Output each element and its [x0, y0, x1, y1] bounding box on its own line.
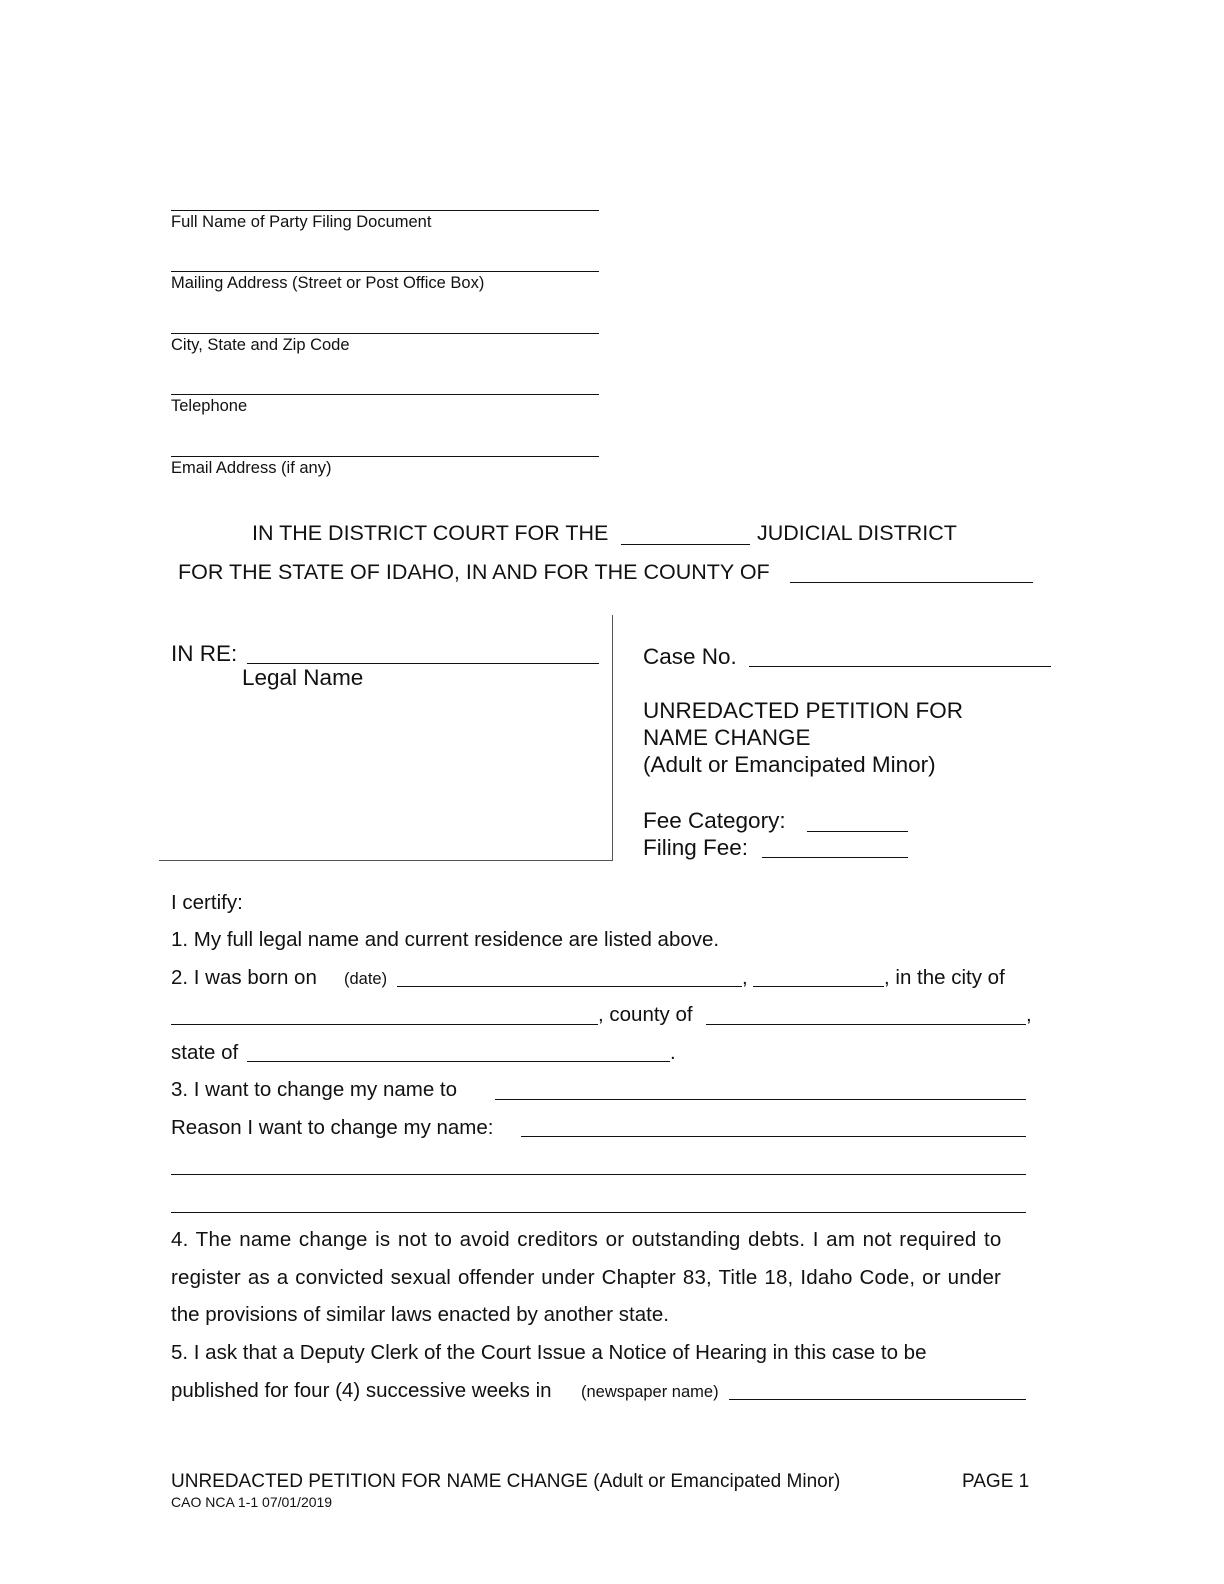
telephone-line[interactable] — [171, 394, 599, 395]
city-state-zip-label: City, State and Zip Code — [171, 336, 350, 354]
newspaper-field[interactable] — [729, 1399, 1026, 1400]
birth-year-field[interactable] — [753, 986, 884, 987]
mailing-address-line[interactable] — [171, 271, 599, 272]
fee-category-field[interactable] — [807, 831, 908, 832]
telephone-label: Telephone — [171, 397, 248, 415]
birth-county-field[interactable] — [706, 1024, 1026, 1025]
footer-title: UNREDACTED PETITION FOR NAME CHANGE (Adult or Emancipated Minor) — [171, 1471, 841, 1492]
reason-field-line-3[interactable] — [171, 1212, 1026, 1213]
court-line1-b: JUDICIAL DISTRICT — [757, 521, 957, 545]
birth-state-field[interactable] — [247, 1061, 670, 1062]
reason-field-line-2[interactable] — [171, 1174, 1026, 1175]
filing-fee-field[interactable] — [762, 857, 908, 858]
item-1: 1. My full legal name and current residence are listed above. — [171, 928, 720, 951]
item-4-line1: 4. The name change is not to avoid creditors or outstanding debts. I am not required to — [171, 1228, 1002, 1251]
birth-date-field[interactable] — [397, 986, 742, 987]
state-period: . — [670, 1041, 676, 1064]
legal-name-label: Legal Name — [242, 665, 364, 690]
new-name-field[interactable] — [495, 1099, 1026, 1100]
birth-city-field[interactable] — [171, 1024, 598, 1025]
item-4-line2: register as a convicted sexual offender under Chapter 83, Title 18, Idaho Code, or under — [171, 1266, 1002, 1289]
fee-category-label: Fee Category: — [643, 808, 786, 833]
petition-title-line1: UNREDACTED PETITION FOR — [643, 698, 964, 723]
item-5-line1: 5. I ask that a Deputy Clerk of the Court Issue a Notice of Hearing in this case to be — [171, 1341, 927, 1364]
city-state-zip-line[interactable] — [171, 333, 599, 334]
county-of-label: , county of — [598, 1003, 693, 1026]
footer-page: PAGE 1 — [962, 1471, 1030, 1492]
email-line[interactable] — [171, 456, 599, 457]
caption-divider-horizontal — [159, 860, 613, 861]
petition-title-line3: (Adult or Emancipated Minor) — [643, 752, 936, 777]
filing-fee-label: Filing Fee: — [643, 835, 749, 860]
legal-name-field[interactable] — [247, 663, 599, 664]
full-name-line[interactable] — [171, 210, 599, 211]
court-line2-a: FOR THE STATE OF IDAHO, IN AND FOR THE COUNTY OF — [178, 560, 770, 584]
caption-divider-vertical — [612, 615, 613, 861]
case-no-field[interactable] — [749, 666, 1051, 667]
footer-form-code: CAO NCA 1-1 07/01/2019 — [171, 1494, 333, 1510]
reason-label: Reason I want to change my name: — [171, 1116, 494, 1139]
petition-title-line2: NAME CHANGE — [643, 725, 811, 750]
item-5-line2: published for four (4) successive weeks in — [171, 1379, 552, 1402]
state-of-label: state of — [171, 1041, 239, 1064]
reason-field[interactable] — [521, 1136, 1026, 1137]
court-line1-a: IN THE DISTRICT COURT FOR THE — [252, 521, 609, 545]
item-2-label: 2. I was born on — [171, 966, 317, 989]
email-label: Email Address (if any) — [171, 459, 332, 477]
item-3-label: 3. I want to change my name to — [171, 1078, 458, 1101]
certify-heading: I certify: — [171, 891, 243, 914]
item-2-date-hint: (date) — [344, 970, 388, 988]
mailing-address-label: Mailing Address (Street or Post Office Box) — [171, 274, 485, 292]
in-re-label: IN RE: — [171, 641, 238, 666]
item-2-comma: , — [742, 966, 748, 989]
newspaper-hint: (newspaper name) — [581, 1383, 719, 1401]
case-no-label: Case No. — [643, 644, 737, 669]
county-comma: , — [1026, 1003, 1032, 1026]
judicial-district-field[interactable] — [621, 544, 750, 545]
full-name-label: Full Name of Party Filing Document — [171, 213, 432, 231]
item-4-line3: the provisions of similar laws enacted by another state. — [171, 1303, 669, 1326]
county-field[interactable] — [790, 582, 1033, 583]
item-2-city-label: , in the city of — [884, 966, 1005, 989]
